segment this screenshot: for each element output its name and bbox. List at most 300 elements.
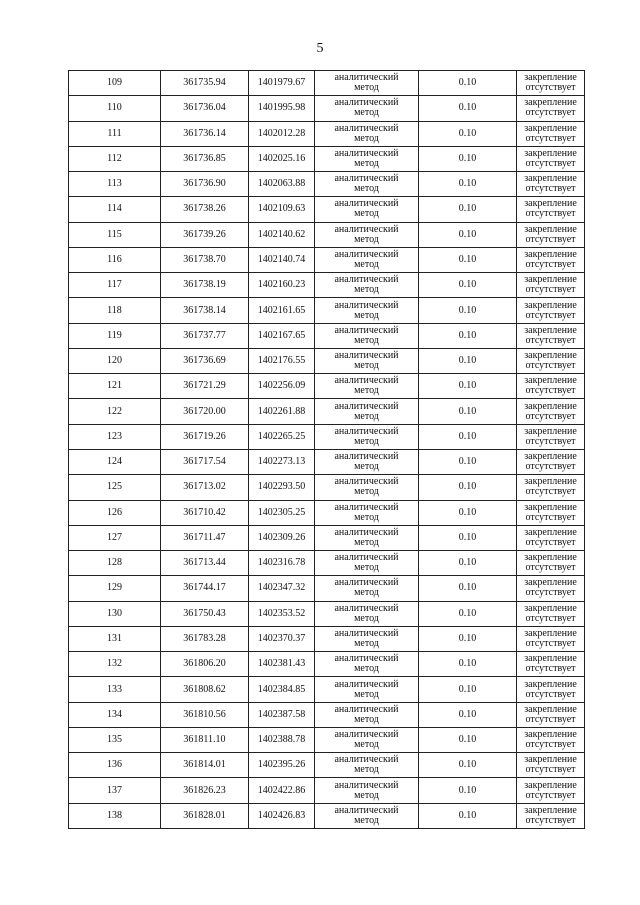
y-coordinate-cell: 1402140.62 xyxy=(249,222,315,247)
fixation-cell-line-2: отсутствует xyxy=(525,637,576,649)
method-cell xyxy=(315,172,419,197)
method-cell-line-1: аналитический xyxy=(334,501,399,513)
accuracy-cell: 0.10 xyxy=(419,525,517,550)
y-coordinate-cell: 1402387.58 xyxy=(249,702,315,727)
method-cell-line-2: метод xyxy=(354,511,379,523)
table-row xyxy=(69,273,585,298)
method-cell xyxy=(315,500,419,525)
y-coordinate-cell: 1402025.16 xyxy=(249,146,315,171)
table-row xyxy=(69,222,585,247)
fixation-cell xyxy=(517,222,585,247)
fixation-cell xyxy=(517,525,585,550)
x-coordinate-cell: 361806.20 xyxy=(161,652,249,677)
fixation-cell xyxy=(517,172,585,197)
y-coordinate-cell: 1402012.28 xyxy=(249,121,315,146)
point-number-cell: 133 xyxy=(69,677,161,702)
accuracy-cell: 0.10 xyxy=(419,475,517,500)
method-cell-line-1: аналитический xyxy=(334,703,399,715)
method-cell-line-2: метод xyxy=(354,183,379,195)
x-coordinate-cell: 361739.26 xyxy=(161,222,249,247)
fixation-cell-line-1: закрепление xyxy=(524,653,577,665)
method-cell xyxy=(315,626,419,651)
fixation-cell-line-1: закрепление xyxy=(524,779,577,791)
y-coordinate-cell: 1402353.52 xyxy=(249,601,315,626)
y-coordinate-cell: 1402384.85 xyxy=(249,677,315,702)
accuracy-cell: 0.10 xyxy=(419,576,517,601)
method-cell-line-1: аналитический xyxy=(334,653,399,665)
y-coordinate-cell: 1402309.26 xyxy=(249,525,315,550)
accuracy-cell: 0.10 xyxy=(419,626,517,651)
accuracy-cell: 0.10 xyxy=(419,601,517,626)
point-number-cell: 110 xyxy=(69,96,161,121)
fixation-cell xyxy=(517,146,585,171)
table-row xyxy=(69,601,585,626)
accuracy-cell: 0.10 xyxy=(419,778,517,803)
fixation-cell-line-2: отсутствует xyxy=(525,233,576,245)
method-cell xyxy=(315,121,419,146)
fixation-cell-line-1: закрепление xyxy=(524,501,577,513)
fixation-cell-line-1: закрепление xyxy=(524,72,577,84)
method-cell xyxy=(315,576,419,601)
method-cell-line-1: аналитический xyxy=(334,627,399,639)
table-row xyxy=(69,652,585,677)
x-coordinate-cell: 361738.26 xyxy=(161,197,249,222)
accuracy-cell: 0.10 xyxy=(419,222,517,247)
table-row xyxy=(69,399,585,424)
x-coordinate-cell: 361814.01 xyxy=(161,753,249,778)
point-number-cell: 136 xyxy=(69,753,161,778)
method-cell-line-1: аналитический xyxy=(334,248,399,260)
y-coordinate-cell: 1402063.88 xyxy=(249,172,315,197)
point-number-cell: 118 xyxy=(69,298,161,323)
fixation-cell-line-1: закрепление xyxy=(524,476,577,488)
x-coordinate-cell: 361710.42 xyxy=(161,500,249,525)
fixation-cell-line-1: закрепление xyxy=(524,248,577,260)
method-cell xyxy=(315,652,419,677)
fixation-cell xyxy=(517,778,585,803)
fixation-cell-line-1: закрепление xyxy=(524,147,577,159)
accuracy-cell: 0.10 xyxy=(419,652,517,677)
y-coordinate-cell: 1402422.86 xyxy=(249,778,315,803)
table-row xyxy=(69,449,585,474)
x-coordinate-cell: 361736.85 xyxy=(161,146,249,171)
table-row xyxy=(69,500,585,525)
table-row xyxy=(69,551,585,576)
fixation-cell-line-1: закрепление xyxy=(524,754,577,766)
point-number-cell: 128 xyxy=(69,551,161,576)
point-number-cell: 130 xyxy=(69,601,161,626)
method-cell-line-2: метод xyxy=(354,132,379,144)
y-coordinate-cell: 1402381.43 xyxy=(249,652,315,677)
table-row xyxy=(69,348,585,373)
method-cell-line-1: аналитический xyxy=(334,350,399,362)
fixation-cell-line-1: закрепление xyxy=(524,602,577,614)
method-cell-line-2: метод xyxy=(354,739,379,751)
point-number-cell: 138 xyxy=(69,803,161,828)
page-number: 5 xyxy=(316,41,324,56)
table-row xyxy=(69,778,585,803)
fixation-cell-line-2: отсутствует xyxy=(525,385,576,397)
table-row xyxy=(69,374,585,399)
x-coordinate-cell: 361721.29 xyxy=(161,374,249,399)
fixation-cell-line-2: отсутствует xyxy=(525,360,576,372)
fixation-cell-line-2: отсутствует xyxy=(525,208,576,220)
y-coordinate-cell: 1402426.83 xyxy=(249,803,315,828)
y-coordinate-cell: 1401995.98 xyxy=(249,96,315,121)
method-cell xyxy=(315,803,419,828)
fixation-cell-line-2: отсутствует xyxy=(525,183,576,195)
x-coordinate-cell: 361736.69 xyxy=(161,348,249,373)
y-coordinate-cell: 1402293.50 xyxy=(249,475,315,500)
method-cell xyxy=(315,399,419,424)
fixation-cell-line-1: закрепление xyxy=(524,299,577,311)
fixation-cell xyxy=(517,626,585,651)
table-row xyxy=(69,803,585,828)
table-row xyxy=(69,172,585,197)
method-cell-line-2: метод xyxy=(354,334,379,346)
accuracy-cell: 0.10 xyxy=(419,96,517,121)
method-cell xyxy=(315,348,419,373)
fixation-cell xyxy=(517,121,585,146)
method-cell-line-1: аналитический xyxy=(334,198,399,210)
y-coordinate-cell: 1402305.25 xyxy=(249,500,315,525)
y-coordinate-cell: 1402167.65 xyxy=(249,323,315,348)
method-cell-line-1: аналитический xyxy=(334,552,399,564)
x-coordinate-cell: 361736.14 xyxy=(161,121,249,146)
x-coordinate-cell: 361810.56 xyxy=(161,702,249,727)
method-cell-line-2: метод xyxy=(354,814,379,826)
accuracy-cell: 0.10 xyxy=(419,172,517,197)
x-coordinate-cell: 361719.26 xyxy=(161,424,249,449)
x-coordinate-cell: 361735.94 xyxy=(161,71,249,96)
x-coordinate-cell: 361808.62 xyxy=(161,677,249,702)
x-coordinate-cell: 361737.77 xyxy=(161,323,249,348)
method-cell-line-2: метод xyxy=(354,435,379,447)
accuracy-cell: 0.10 xyxy=(419,399,517,424)
method-cell-line-2: метод xyxy=(354,208,379,220)
x-coordinate-cell: 361713.44 xyxy=(161,551,249,576)
fixation-cell-line-2: отсутствует xyxy=(525,663,576,675)
method-cell xyxy=(315,247,419,272)
fixation-cell-line-2: отсутствует xyxy=(525,612,576,624)
x-coordinate-cell: 361811.10 xyxy=(161,727,249,752)
method-cell-line-2: метод xyxy=(354,612,379,624)
method-cell-line-2: метод xyxy=(354,637,379,649)
y-coordinate-cell: 1402176.55 xyxy=(249,348,315,373)
method-cell xyxy=(315,323,419,348)
method-cell-line-1: аналитический xyxy=(334,425,399,437)
accuracy-cell: 0.10 xyxy=(419,702,517,727)
y-coordinate-cell: 1402347.32 xyxy=(249,576,315,601)
method-cell-line-1: аналитический xyxy=(334,223,399,235)
point-number-cell: 115 xyxy=(69,222,161,247)
method-cell xyxy=(315,753,419,778)
x-coordinate-cell: 361744.17 xyxy=(161,576,249,601)
table-row xyxy=(69,323,585,348)
method-cell-line-2: метод xyxy=(354,258,379,270)
method-cell-line-2: метод xyxy=(354,309,379,321)
y-coordinate-cell: 1402273.13 xyxy=(249,449,315,474)
fixation-cell-line-1: закрепление xyxy=(524,223,577,235)
method-cell-line-2: метод xyxy=(354,688,379,700)
fixation-cell-line-1: закрепление xyxy=(524,350,577,362)
fixation-cell-line-1: закрепление xyxy=(524,274,577,286)
method-cell-line-1: аналитический xyxy=(334,324,399,336)
point-number-cell: 111 xyxy=(69,121,161,146)
fixation-cell-line-1: закрепление xyxy=(524,804,577,816)
method-cell-line-2: метод xyxy=(354,360,379,372)
accuracy-cell: 0.10 xyxy=(419,323,517,348)
table-row xyxy=(69,626,585,651)
accuracy-cell: 0.10 xyxy=(419,551,517,576)
y-coordinate-cell: 1402140.74 xyxy=(249,247,315,272)
method-cell xyxy=(315,71,419,96)
table-row xyxy=(69,424,585,449)
method-cell xyxy=(315,298,419,323)
y-coordinate-cell: 1402261.88 xyxy=(249,399,315,424)
fixation-cell xyxy=(517,374,585,399)
point-number-cell: 123 xyxy=(69,424,161,449)
fixation-cell xyxy=(517,399,585,424)
table-row xyxy=(69,677,585,702)
fixation-cell-line-1: закрепление xyxy=(524,97,577,109)
fixation-cell-line-1: закрепление xyxy=(524,451,577,463)
method-cell xyxy=(315,146,419,171)
fixation-cell-line-2: отсутствует xyxy=(525,107,576,119)
accuracy-cell: 0.10 xyxy=(419,753,517,778)
method-cell-line-2: метод xyxy=(354,789,379,801)
point-number-cell: 116 xyxy=(69,247,161,272)
table-row xyxy=(69,475,585,500)
fixation-cell xyxy=(517,702,585,727)
fixation-cell-line-1: закрепление xyxy=(524,173,577,185)
method-cell xyxy=(315,551,419,576)
fixation-cell-line-2: отсутствует xyxy=(525,713,576,725)
fixation-cell-line-2: отсутствует xyxy=(525,334,576,346)
point-number-cell: 117 xyxy=(69,273,161,298)
fixation-cell xyxy=(517,753,585,778)
fixation-cell xyxy=(517,803,585,828)
table-row xyxy=(69,121,585,146)
method-cell-line-2: метод xyxy=(354,663,379,675)
fixation-cell-line-2: отсутствует xyxy=(525,562,576,574)
table-row xyxy=(69,753,585,778)
method-cell-line-1: аналитический xyxy=(334,779,399,791)
fixation-cell-line-2: отсутствует xyxy=(525,511,576,523)
method-cell-line-1: аналитический xyxy=(334,97,399,109)
x-coordinate-cell: 361720.00 xyxy=(161,399,249,424)
table-row xyxy=(69,702,585,727)
fixation-cell-line-2: отсутствует xyxy=(525,132,576,144)
x-coordinate-cell: 361750.43 xyxy=(161,601,249,626)
fixation-cell xyxy=(517,677,585,702)
accuracy-cell: 0.10 xyxy=(419,298,517,323)
method-cell-line-2: метод xyxy=(354,764,379,776)
method-cell xyxy=(315,273,419,298)
fixation-cell-line-1: закрепление xyxy=(524,627,577,639)
fixation-cell-line-2: отсутствует xyxy=(525,410,576,422)
accuracy-cell: 0.10 xyxy=(419,449,517,474)
x-coordinate-cell: 361738.19 xyxy=(161,273,249,298)
method-cell-line-2: метод xyxy=(354,107,379,119)
fixation-cell xyxy=(517,247,585,272)
accuracy-cell: 0.10 xyxy=(419,500,517,525)
x-coordinate-cell: 361711.47 xyxy=(161,525,249,550)
fixation-cell-line-2: отсутствует xyxy=(525,536,576,548)
method-cell-line-1: аналитический xyxy=(334,451,399,463)
x-coordinate-cell: 361713.02 xyxy=(161,475,249,500)
table-row xyxy=(69,576,585,601)
method-cell-line-2: метод xyxy=(354,587,379,599)
fixation-cell-line-2: отсутствует xyxy=(525,435,576,447)
fixation-cell-line-2: отсутствует xyxy=(525,688,576,700)
method-cell-line-1: аналитический xyxy=(334,147,399,159)
point-number-cell: 125 xyxy=(69,475,161,500)
method-cell xyxy=(315,677,419,702)
y-coordinate-cell: 1401979.67 xyxy=(249,71,315,96)
method-cell-line-2: метод xyxy=(354,536,379,548)
fixation-cell xyxy=(517,551,585,576)
point-number-cell: 132 xyxy=(69,652,161,677)
point-number-cell: 134 xyxy=(69,702,161,727)
method-cell-line-1: аналитический xyxy=(334,400,399,412)
y-coordinate-cell: 1402265.25 xyxy=(249,424,315,449)
fixation-cell-line-2: отсутствует xyxy=(525,739,576,751)
point-number-cell: 135 xyxy=(69,727,161,752)
method-cell xyxy=(315,727,419,752)
point-number-cell: 112 xyxy=(69,146,161,171)
fixation-cell xyxy=(517,71,585,96)
fixation-cell xyxy=(517,727,585,752)
table-row xyxy=(69,727,585,752)
fixation-cell-line-1: закрепление xyxy=(524,703,577,715)
fixation-cell-line-2: отсутствует xyxy=(525,461,576,473)
fixation-cell-line-1: закрепление xyxy=(524,324,577,336)
fixation-cell-line-1: закрепление xyxy=(524,729,577,741)
method-cell-line-1: аналитический xyxy=(334,375,399,387)
method-cell-line-1: аналитический xyxy=(334,476,399,488)
point-number-cell: 124 xyxy=(69,449,161,474)
accuracy-cell: 0.10 xyxy=(419,677,517,702)
accuracy-cell: 0.10 xyxy=(419,121,517,146)
method-cell-line-2: метод xyxy=(354,461,379,473)
fixation-cell-line-1: закрепление xyxy=(524,400,577,412)
accuracy-cell: 0.10 xyxy=(419,803,517,828)
point-number-cell: 129 xyxy=(69,576,161,601)
fixation-cell-line-2: отсутствует xyxy=(525,789,576,801)
table-row xyxy=(69,525,585,550)
fixation-cell xyxy=(517,298,585,323)
method-cell-line-1: аналитический xyxy=(334,577,399,589)
table-row xyxy=(69,71,585,96)
fixation-cell-line-2: отсутствует xyxy=(525,486,576,498)
fixation-cell-line-2: отсутствует xyxy=(525,82,576,94)
method-cell xyxy=(315,424,419,449)
fixation-cell-line-1: закрепление xyxy=(524,552,577,564)
x-coordinate-cell: 361828.01 xyxy=(161,803,249,828)
fixation-cell-line-2: отсутствует xyxy=(525,284,576,296)
accuracy-cell: 0.10 xyxy=(419,247,517,272)
point-number-cell: 131 xyxy=(69,626,161,651)
y-coordinate-cell: 1402370.37 xyxy=(249,626,315,651)
method-cell xyxy=(315,449,419,474)
y-coordinate-cell: 1402161.65 xyxy=(249,298,315,323)
point-number-cell: 121 xyxy=(69,374,161,399)
accuracy-cell: 0.10 xyxy=(419,348,517,373)
fixation-cell xyxy=(517,273,585,298)
table-row xyxy=(69,298,585,323)
method-cell-line-2: метод xyxy=(354,713,379,725)
table-row xyxy=(69,96,585,121)
fixation-cell-line-2: отсутствует xyxy=(525,764,576,776)
point-number-cell: 137 xyxy=(69,778,161,803)
method-cell xyxy=(315,197,419,222)
point-number-cell: 120 xyxy=(69,348,161,373)
fixation-cell-line-1: закрепление xyxy=(524,198,577,210)
accuracy-cell: 0.10 xyxy=(419,374,517,399)
fixation-cell xyxy=(517,652,585,677)
point-number-cell: 113 xyxy=(69,172,161,197)
fixation-cell xyxy=(517,323,585,348)
method-cell-line-2: метод xyxy=(354,385,379,397)
fixation-cell xyxy=(517,601,585,626)
accuracy-cell: 0.10 xyxy=(419,424,517,449)
fixation-cell xyxy=(517,576,585,601)
accuracy-cell: 0.10 xyxy=(419,273,517,298)
method-cell-line-1: аналитический xyxy=(334,122,399,134)
method-cell xyxy=(315,601,419,626)
accuracy-cell: 0.10 xyxy=(419,146,517,171)
method-cell xyxy=(315,778,419,803)
fixation-cell xyxy=(517,96,585,121)
y-coordinate-cell: 1402395.26 xyxy=(249,753,315,778)
accuracy-cell: 0.10 xyxy=(419,197,517,222)
accuracy-cell: 0.10 xyxy=(419,71,517,96)
table-row xyxy=(69,146,585,171)
fixation-cell xyxy=(517,197,585,222)
x-coordinate-cell: 361826.23 xyxy=(161,778,249,803)
coordinates-table xyxy=(68,70,585,829)
point-number-cell: 114 xyxy=(69,197,161,222)
point-number-cell: 127 xyxy=(69,525,161,550)
method-cell-line-1: аналитический xyxy=(334,729,399,741)
y-coordinate-cell: 1402388.78 xyxy=(249,727,315,752)
fixation-cell-line-2: отсутствует xyxy=(525,587,576,599)
fixation-cell xyxy=(517,500,585,525)
method-cell-line-1: аналитический xyxy=(334,299,399,311)
method-cell-line-1: аналитический xyxy=(334,678,399,690)
method-cell-line-2: метод xyxy=(354,157,379,169)
point-number-cell: 109 xyxy=(69,71,161,96)
fixation-cell-line-1: закрепление xyxy=(524,526,577,538)
fixation-cell xyxy=(517,424,585,449)
point-number-cell: 119 xyxy=(69,323,161,348)
method-cell-line-2: метод xyxy=(354,284,379,296)
method-cell-line-1: аналитический xyxy=(334,274,399,286)
table-row xyxy=(69,197,585,222)
table-row xyxy=(69,247,585,272)
method-cell-line-1: аналитический xyxy=(334,754,399,766)
method-cell-line-1: аналитический xyxy=(334,602,399,614)
fixation-cell-line-2: отсутствует xyxy=(525,814,576,826)
method-cell-line-1: аналитический xyxy=(334,526,399,538)
y-coordinate-cell: 1402316.78 xyxy=(249,551,315,576)
x-coordinate-cell: 361736.04 xyxy=(161,96,249,121)
y-coordinate-cell: 1402256.09 xyxy=(249,374,315,399)
method-cell-line-2: метод xyxy=(354,410,379,422)
method-cell-line-1: аналитический xyxy=(334,804,399,816)
method-cell xyxy=(315,374,419,399)
